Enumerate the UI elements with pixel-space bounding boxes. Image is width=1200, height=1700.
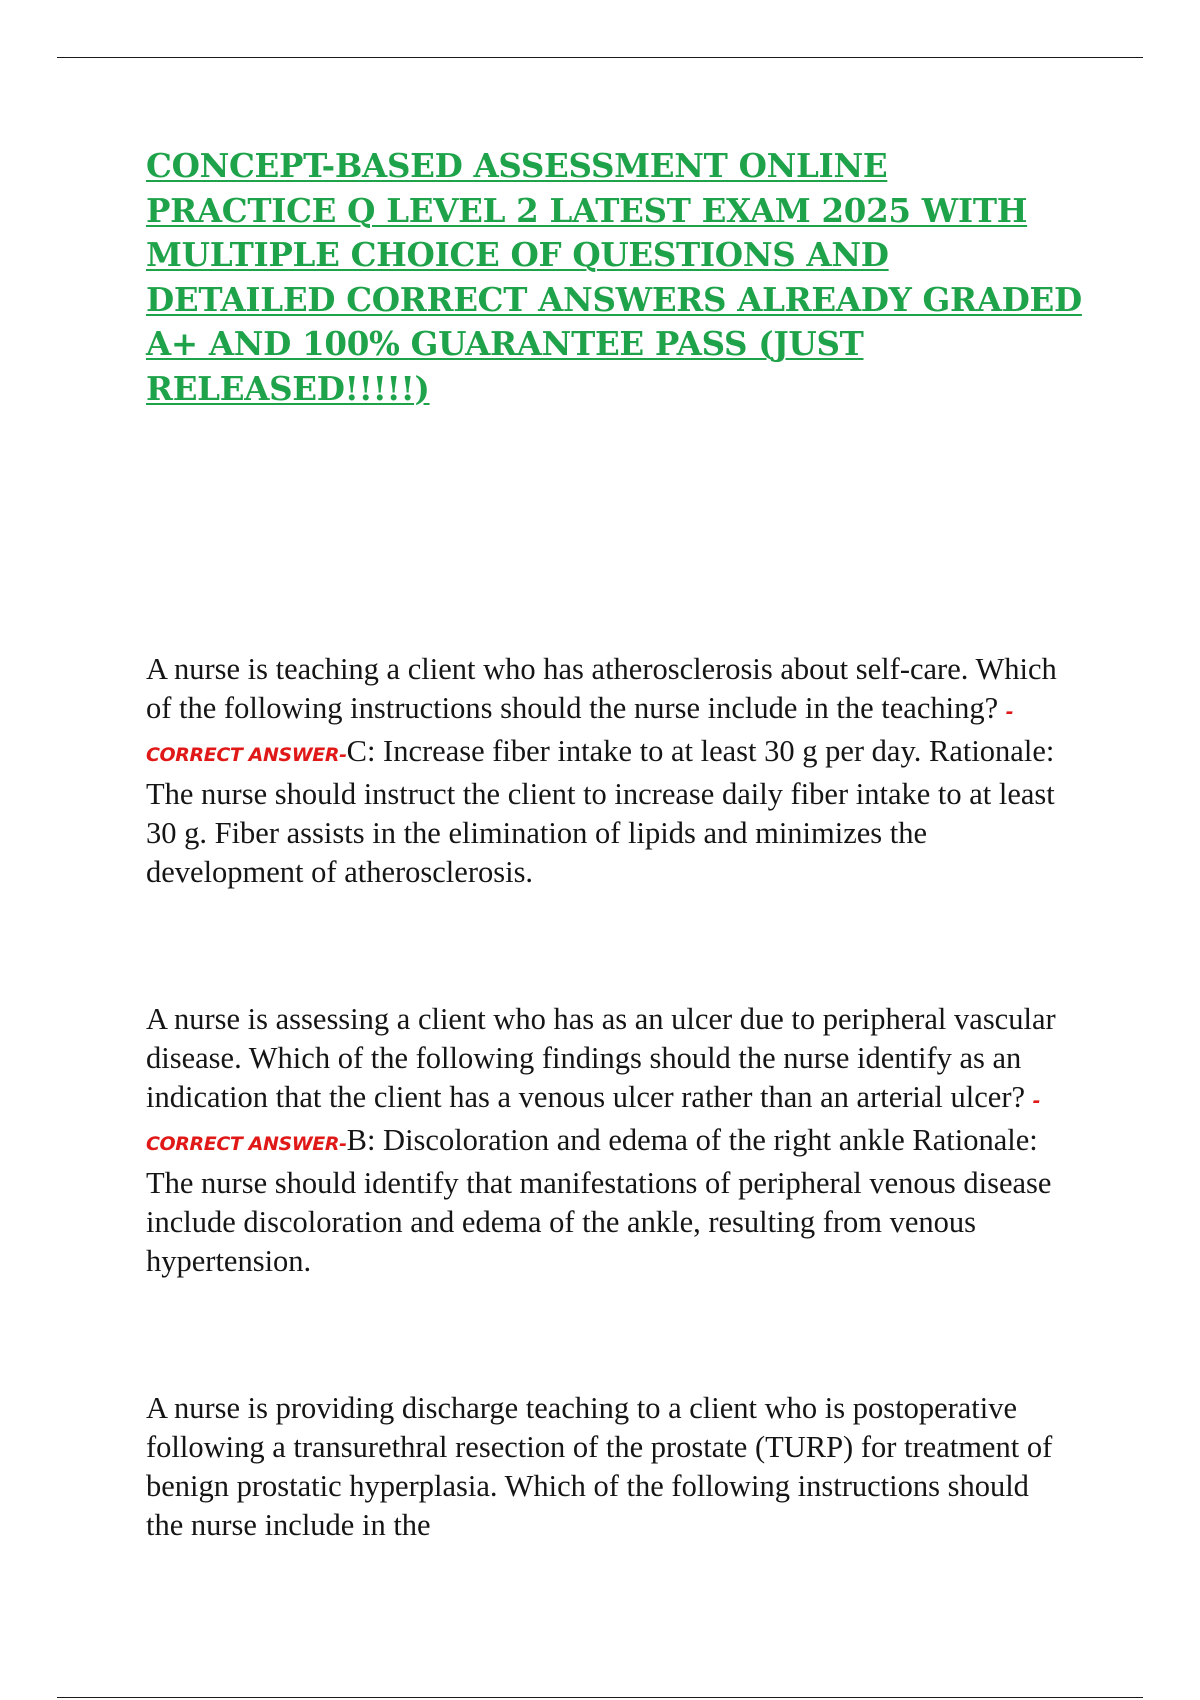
correct-answer-marker: - CORRECT ANSWER-	[146, 1090, 1041, 1155]
correct-answer-marker: - CORRECT ANSWER-	[146, 701, 1014, 766]
question-item-1	[146, 650, 1066, 892]
top-rule	[57, 57, 1143, 58]
answer-text: C: Increase fiber intake to at least 30 g per day. Rationale: The nurse should instruct the client to increase daily fiber intake to at least 30 g. Fiber assists in the elimination of lipids and minimizes the development of atherosclerosis.	[146, 734, 1055, 889]
bottom-rule	[57, 1697, 1143, 1698]
document-title: CONCEPT-BASED ASSESSMENT ONLINE PRACTICE Q LEVEL 2 LATEST EXAM 2025 WITH MULTIPLE CHOICE OF QUESTIONS AND DETAILED CORRECT ANSWERS ALREADY GRADED A+ AND 100% GUARANTEE PASS (JUST RELEASED!!!!!)	[146, 146, 1082, 408]
question-text: A nurse is assessing a client who has as an ulcer due to peripheral vascular disease. Which of the following findings should the nurse identify as an indication that the client has a venous ulcer rather than an arterial ulcer?	[146, 1002, 1056, 1114]
question-text: A nurse is providing discharge teaching to a client who is postoperative following a transurethral resection of the prostate (TURP) for treatment of benign prostatic hyperplasia. Which of the following instructions should the nurse include in the	[146, 1391, 1053, 1542]
question-text: A nurse is teaching a client who has atherosclerosis about self-care. Which of the following instructions should the nurse include in the teaching?	[146, 652, 1057, 725]
answer-text: B: Discoloration and edema of the right ankle Rationale: The nurse should identify that manifestations of peripheral venous disease include discoloration and edema of the ankle, resulting from venous hypertension.	[146, 1123, 1052, 1278]
question-item-2	[146, 1000, 1066, 1281]
question-item-3	[146, 1389, 1066, 1545]
